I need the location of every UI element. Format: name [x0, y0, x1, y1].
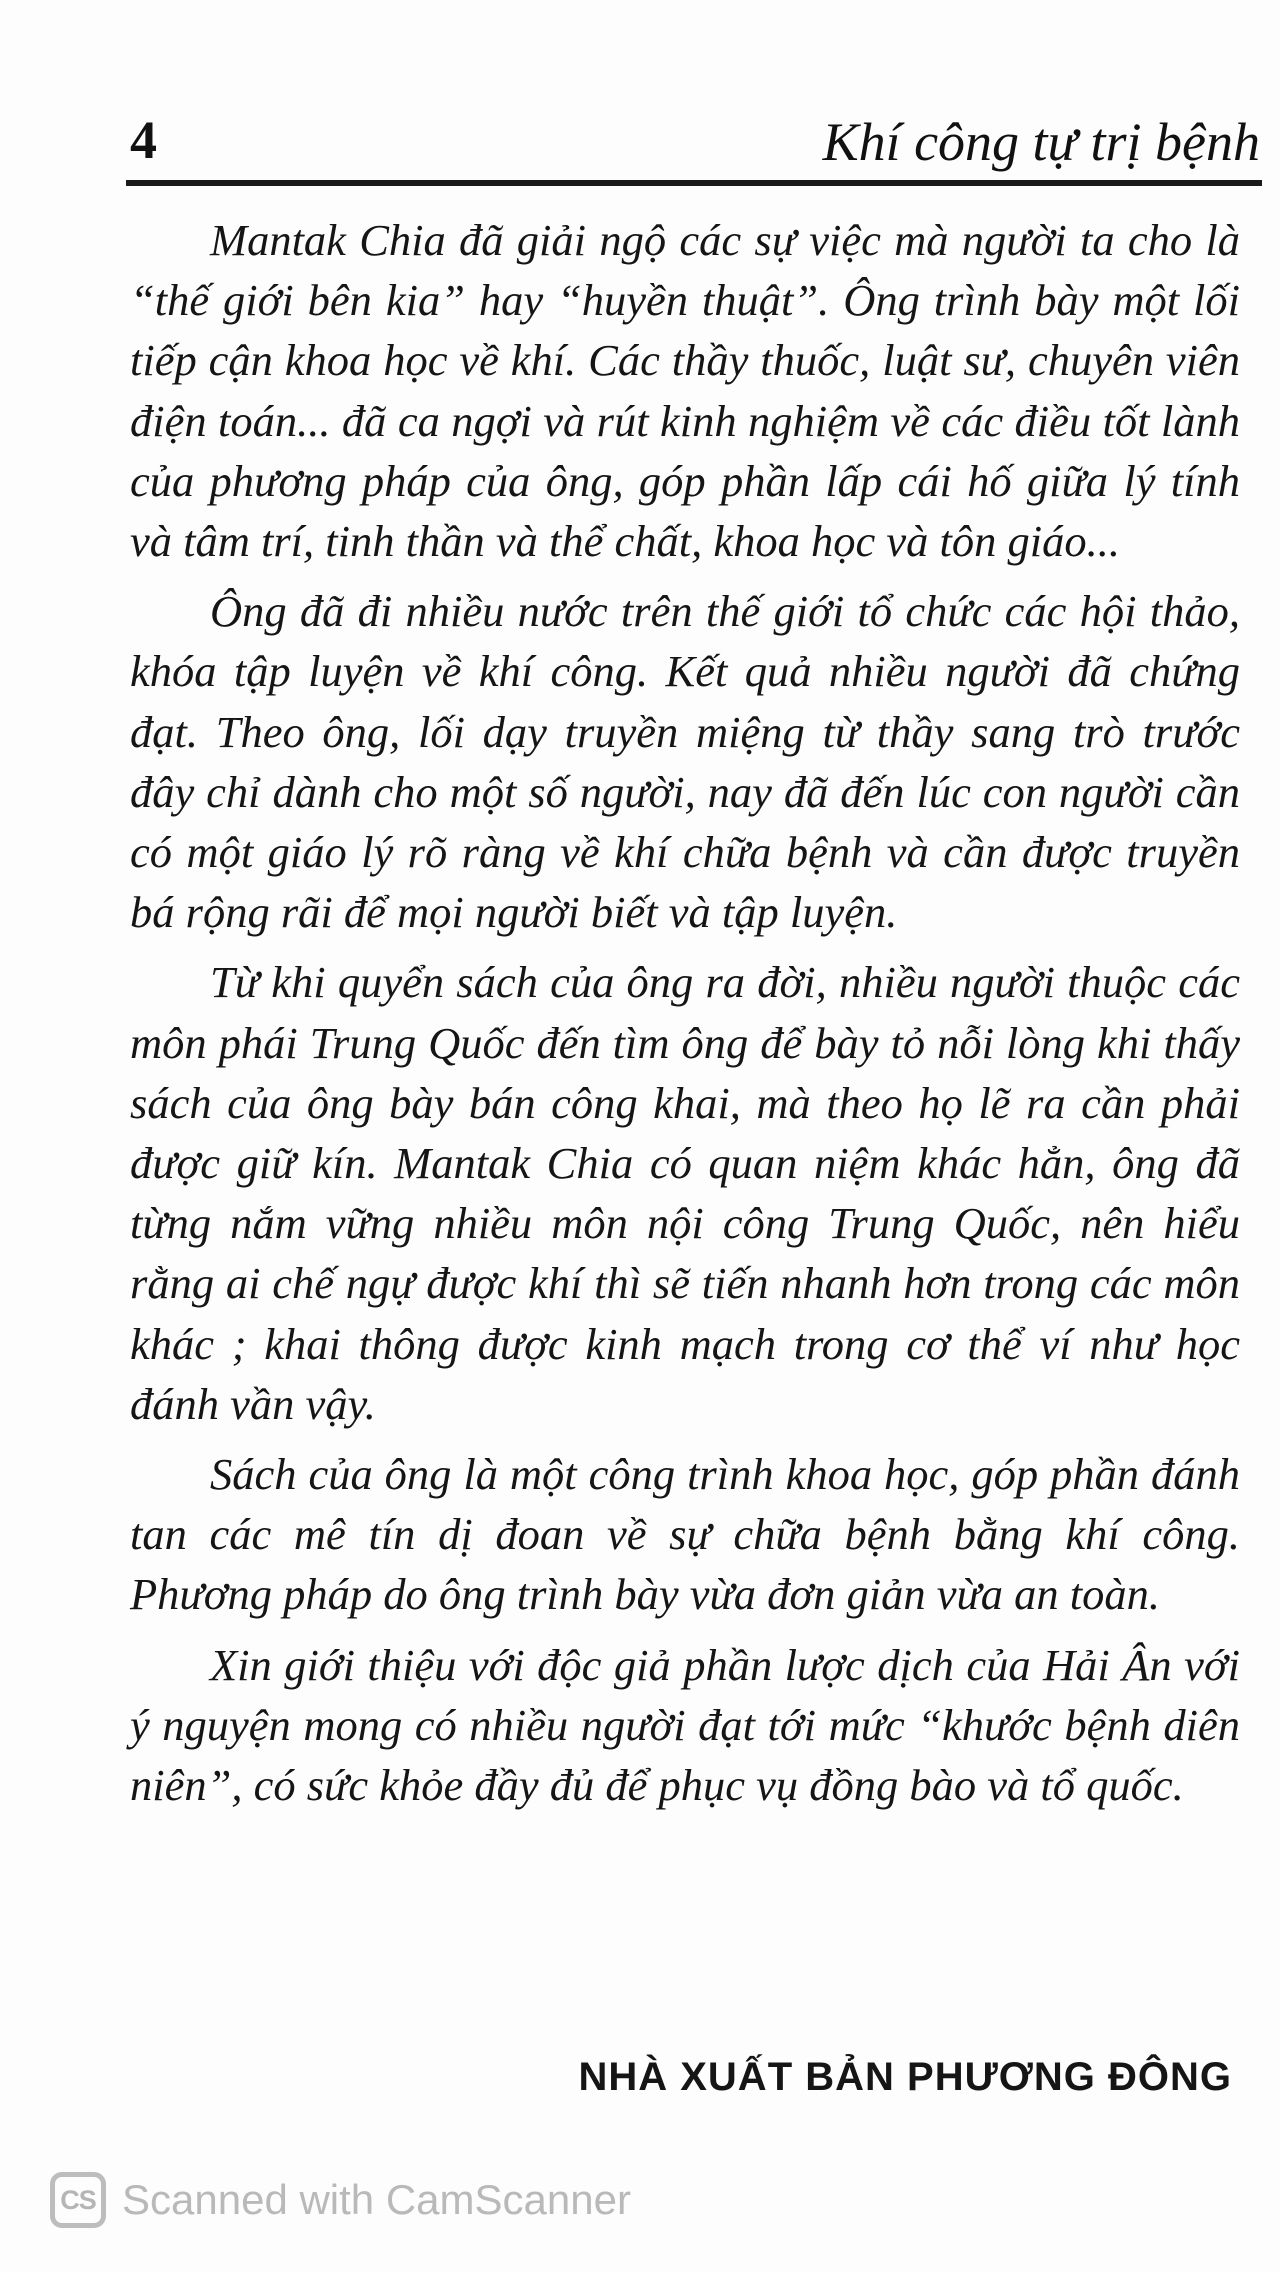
paragraph-2: Ông đã đi nhiều nước trên thế giới tổ chức các hội thảo, khóa tập luyện về khí công. Kết quả nhiều người đã chứng đạt. Theo ông, lối dạy truyền miệng từ thầy sang trò trước đây chỉ dành cho một số người, nay đã đến lúc con người cần có một giáo lý rõ ràng về khí chữa bệnh và cần được truyền bá rộng rãi để mọi người biết và tập luyện. — [130, 586, 1240, 938]
camscanner-logo-icon: CS — [50, 2172, 106, 2228]
paragraph-4: Sách của ông là một công trình khoa học, góp phần đánh tan các mê tín dị đoan về sự chữa bệnh bằng khí công. Phương pháp do ông trình bày vừa đơn giản vừa an toàn. — [130, 1449, 1240, 1620]
running-title: Khí công tự trị bệnh — [822, 112, 1260, 172]
body-text — [130, 210, 1240, 1825]
paragraph-3: Từ khi quyển sách của ông ra đời, nhiều người thuộc các môn phái Trung Quốc đến tìm ông để bày tỏ nỗi lòng khi thấy sách của ông bày bán công khai, mà theo họ lẽ ra cần phải được giữ kín. Mantak Chia có quan niệm khác hẳn, ông đã từng nắm vững nhiều môn nội công Trung Quốc, nên hiểu rằng ai chế ngự được khí thì sẽ tiến nhanh hơn trong các môn khác ; khai thông được kinh mạch trong cơ thể ví như học đánh vần vậy. — [130, 957, 1240, 1429]
scanner-watermark — [50, 2168, 631, 2232]
watermark-text: Scanned with CamScanner — [122, 2176, 631, 2223]
header-rule — [126, 180, 1262, 186]
paragraph-5: Xin giới thiệu với độc giả phần lược dịch của Hải Ân với ý nguyện mong có nhiều người đạt tới mức “khước bệnh diên niên”, có sức khỏe đầy đủ để phục vụ đồng bào và tổ quốc. — [130, 1639, 1240, 1811]
page-header — [130, 100, 1260, 180]
page-number: 4 — [130, 110, 157, 170]
paragraph-1: Mantak Chia đã giải ngộ các sự việc mà người ta cho là “thế giới bên kia” hay “huyền thuật”. Ông trình bày một lối tiếp cận khoa học về khí. Các thầy thuốc, luật sư, chuyên viên điện toán... đã ca ngợi và rút kinh nghiệm về các điều tốt lành của phương pháp của ông, góp phần lấp cái hố giữa lý tính và tâm trí, tinh thần và thể chất, khoa học và tôn giáo... — [130, 215, 1240, 567]
publisher-signature: NHÀ XUẤT BẢN PHƯƠNG ĐÔNG — [578, 2055, 1232, 2099]
